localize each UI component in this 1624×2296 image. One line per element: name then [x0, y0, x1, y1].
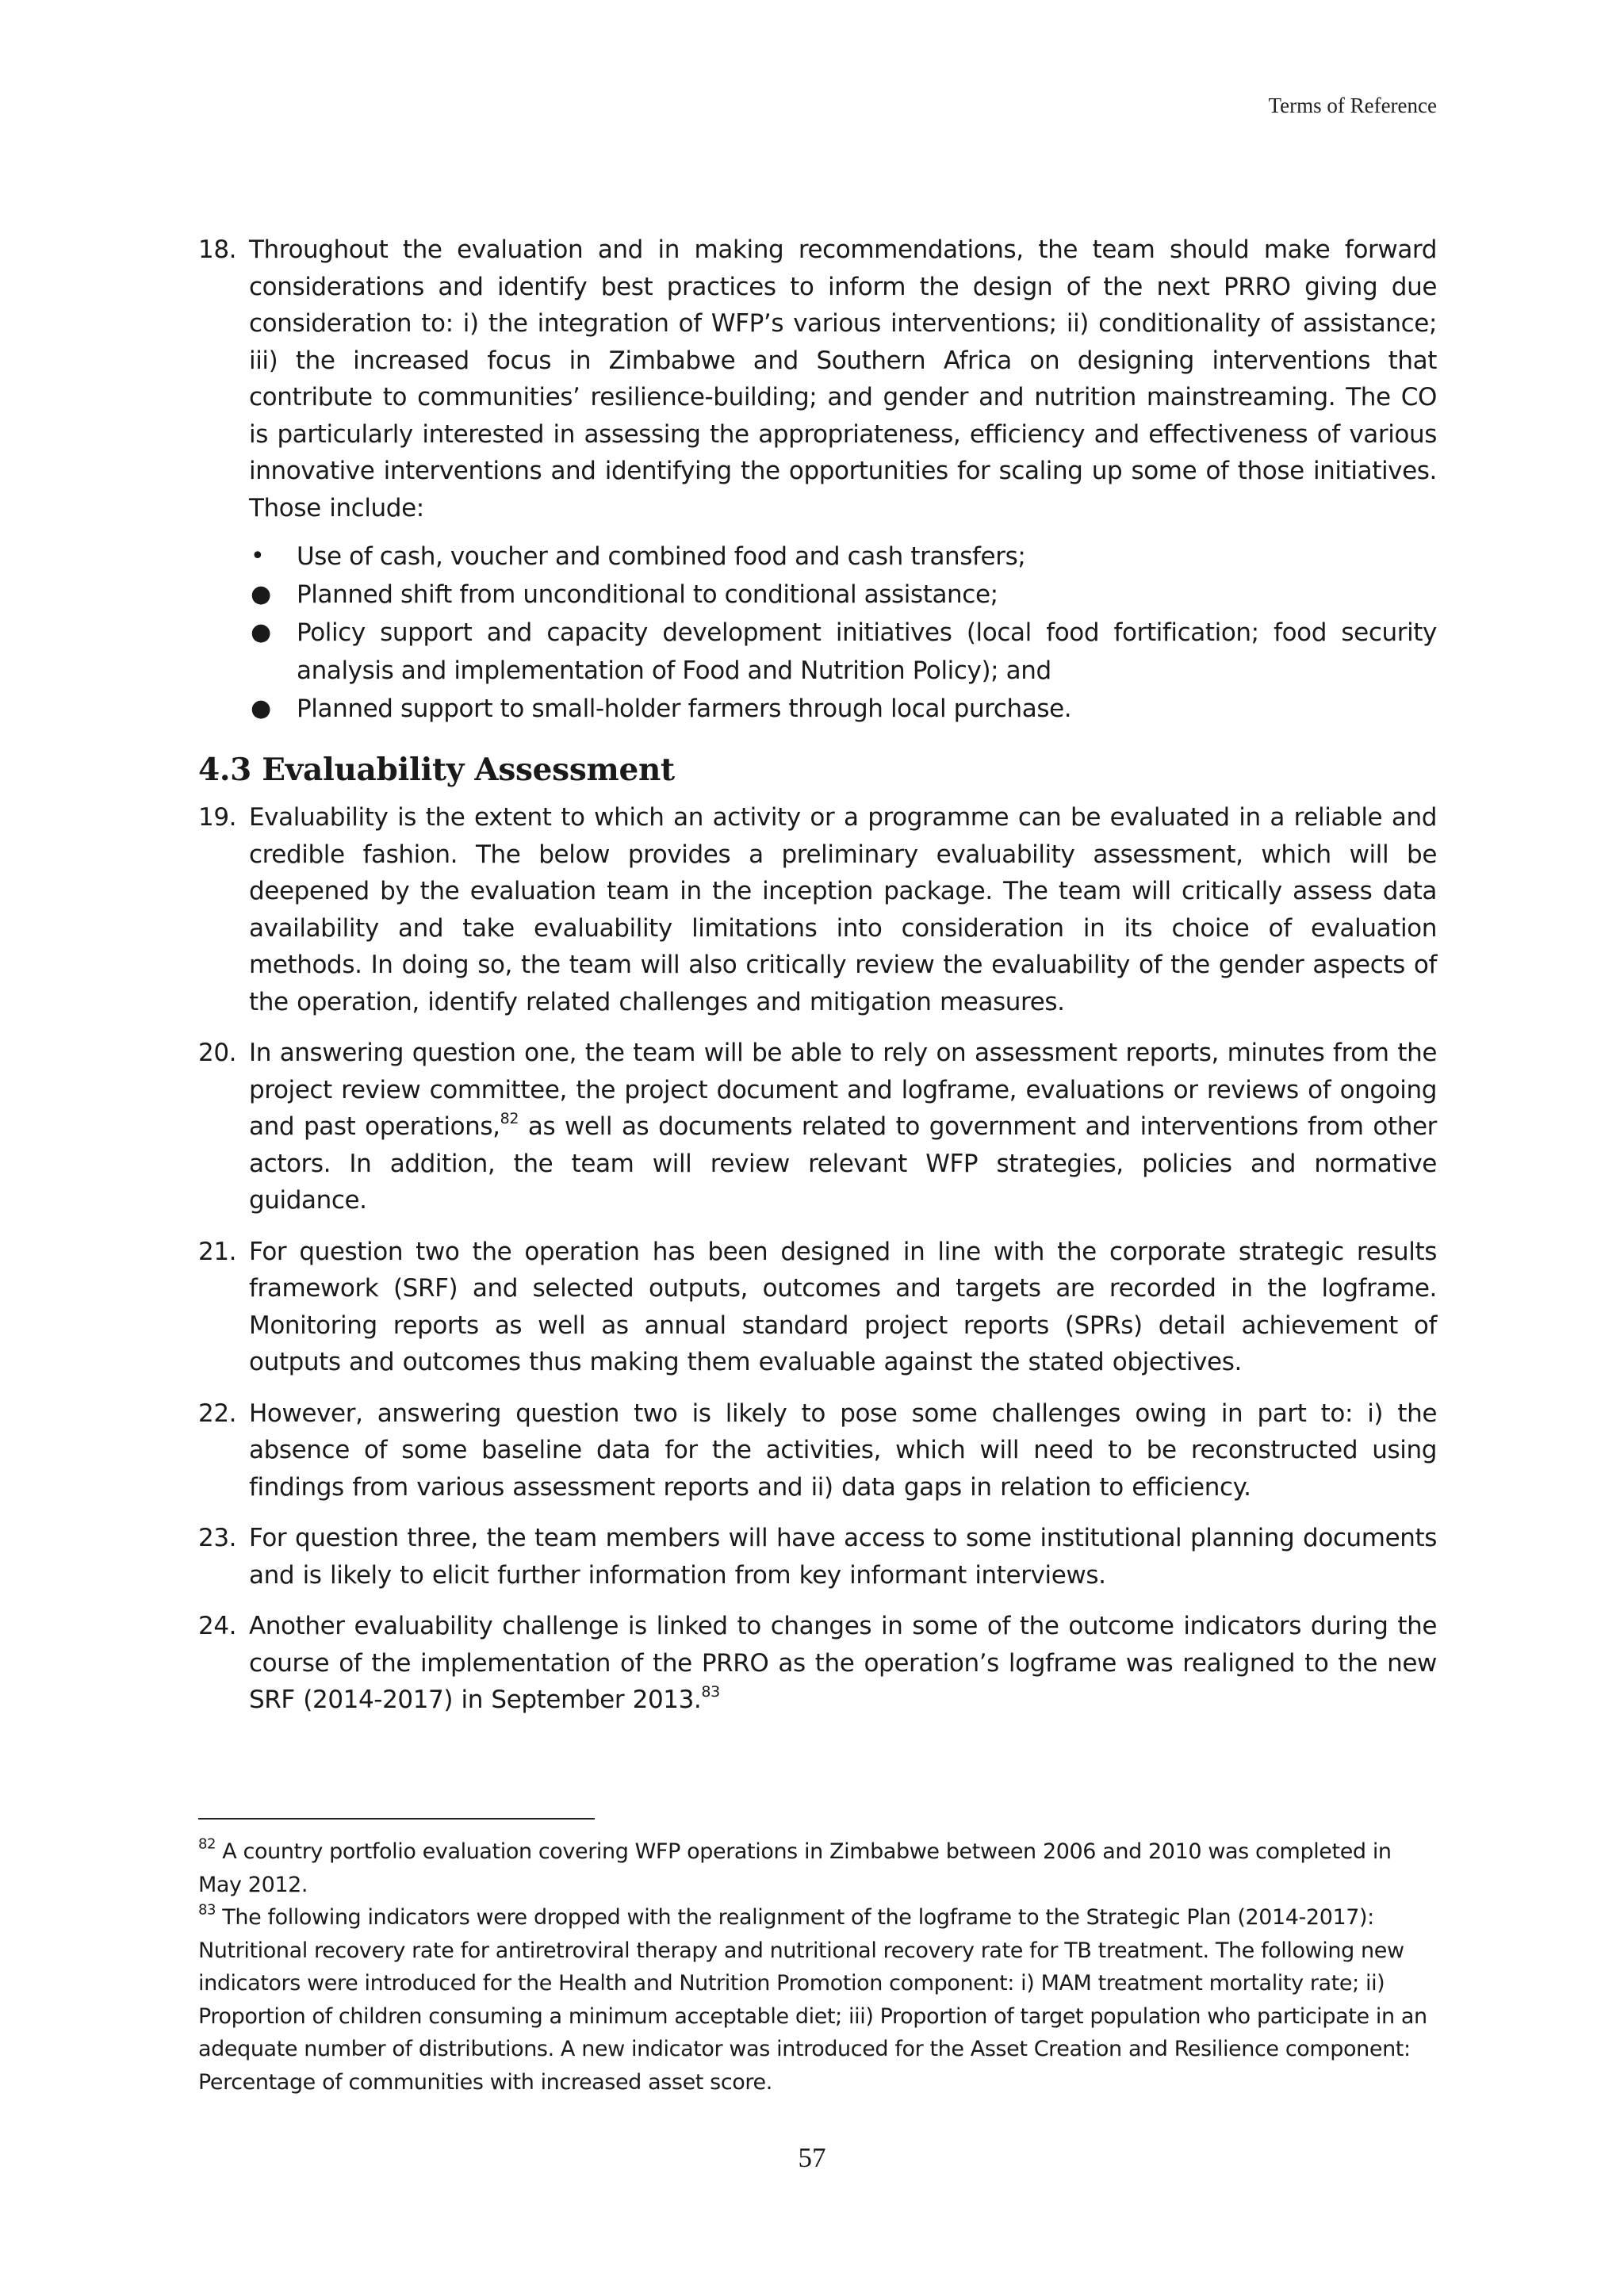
- paragraph-20: [198, 1035, 1437, 1219]
- bullet-text: Policy support and capacity development initiatives (local food fortification; food security analysis and implementation of Food and Nutrition Policy); and: [297, 618, 1437, 685]
- paragraph-24: [198, 1608, 1437, 1719]
- paragraph-23: [198, 1520, 1437, 1594]
- footnotes: [198, 1835, 1437, 2099]
- bullet-text: Planned shift from unconditional to conditional assistance;: [297, 580, 998, 609]
- paragraph-number: 24.: [198, 1612, 237, 1640]
- paragraph-text: However, answering question two is likely to pose some challenges owing in part to: i) the absence of some baseline data for the activities, which will need to be reconstructed using findings from various assessment reports and ii) data gaps in relation to efficiency.: [249, 1399, 1437, 1502]
- footnote-separator: [198, 1818, 595, 1820]
- footnote-text: The following indicators were dropped with the realignment of the logframe to the Strategic Plan (2014-2017): Nutritional recovery rate for antiretroviral therapy and nutritional recovery rate for TB treatment. The following new indicators were introduced for the Health and Nutrition Promotion component: i) MAM treatment mortality rate; ii) Proportion of children consuming a minimum acceptable diet; iii) Proportion of target population who participate in an adequate number of distributions. A new indicator was introduced for the Asset Creation and Resilience component: Percentage of communities with increased asset score.: [198, 1905, 1427, 2095]
- bullet-icon: ●: [251, 618, 271, 646]
- bullet-list: [198, 538, 1437, 728]
- paragraph-text: In answering question one, the team will be able to rely on assessment reports, minutes from the project review committee, the project document and logframe, evaluations or reviews of ongoing and past operations,: [249, 1039, 1437, 1141]
- paragraph-number: 18.: [198, 235, 237, 264]
- paragraph-number: 21.: [198, 1237, 237, 1266]
- paragraph-22: [198, 1395, 1437, 1506]
- section-heading: 4.3 Evaluability Assessment: [198, 752, 675, 788]
- paragraph-number: 20.: [198, 1039, 237, 1067]
- bullet-item: [198, 690, 1437, 728]
- footnote-reference[interactable]: 83: [701, 1682, 720, 1701]
- paragraph-text: Throughout the evaluation and in making recommendations, the team should make forward considerations and identify best practices to inform the design of the next PRRO giving due consideration to: i) the integration of WFP’s various interventions; ii) conditionality of assistance; iii) the increased focus in Zimbabwe and Southern Africa on designing interventions that contribute to communities’ resilience-building; and gender and nutrition mainstreaming. The CO is particularly interested in assessing the appropriateness, efficiency and effectiveness of various innovative interventions and identifying the opportunities for scaling up some of those initiatives. Those include:: [249, 235, 1437, 522]
- footnote-82: [198, 1835, 1437, 1901]
- paragraph-number: 19.: [198, 803, 237, 832]
- paragraph-text: Evaluability is the extent to which an activity or a programme can be evaluated in a reliable and credible fashion. The below provides a preliminary evaluability assessment, which will be deepened by the evaluation team in the inception package. The team will critically assess data availability and take evaluability limitations into consideration in its choice of evaluation methods. In doing so, the team will also critically review the evaluability of the gender aspects of the operation, identify related challenges and mitigation measures.: [249, 803, 1437, 1016]
- bullet-text: Use of cash, voucher and combined food and cash transfers;: [297, 542, 1026, 571]
- footnote-text: A country portfolio evaluation covering WFP operations in Zimbabwe between 2006 and 2010 was completed in May 2012.: [198, 1839, 1392, 1897]
- bullet-item: [198, 538, 1437, 576]
- paragraph-number: 22.: [198, 1399, 237, 1428]
- paragraph-number: 23.: [198, 1524, 237, 1552]
- footnote-marker: 82: [198, 1835, 216, 1853]
- bullet-item: [198, 614, 1437, 690]
- paragraph-text: For question three, the team members will have access to some institutional planning documents and is likely to elicit further information from key informant interviews.: [249, 1524, 1437, 1590]
- paragraph-text-continued: as well as documents related to government and interventions from other actors. In addition, the team will review relevant WFP strategies, policies and normative guidance.: [249, 1112, 1438, 1215]
- main-content: [198, 232, 1437, 1719]
- paragraph-text: Another evaluability challenge is linked to changes in some of the outcome indicators during the course of the implementation of the PRRO as the operation’s logframe was realigned to the new SRF (2014-2017) in September 2013.: [249, 1612, 1437, 1714]
- footnote-reference[interactable]: 82: [500, 1109, 519, 1127]
- footnote-marker: 83: [198, 1901, 216, 1919]
- bullet-icon: •: [251, 542, 265, 570]
- paragraph-21: [198, 1234, 1437, 1381]
- paragraph-19: [198, 799, 1437, 1020]
- running-header: Terms of Reference: [1268, 94, 1437, 117]
- bullet-icon: ●: [251, 695, 271, 722]
- page-number: 57: [798, 2142, 826, 2173]
- footnote-83: [198, 1901, 1437, 2099]
- bullet-item: [198, 576, 1437, 614]
- paragraph-text: For question two the operation has been designed in line with the corporate strategic results framework (SRF) and selected outputs, outcomes and targets are recorded in the logframe. Monitoring reports as well as annual standard project reports (SPRs) detail achievement of outputs and outcomes thus making them evaluable against the stated objectives.: [249, 1237, 1437, 1376]
- paragraph-18: [198, 232, 1437, 526]
- bullet-icon: ●: [251, 580, 271, 608]
- bullet-text: Planned support to small-holder farmers through local purchase.: [297, 695, 1072, 723]
